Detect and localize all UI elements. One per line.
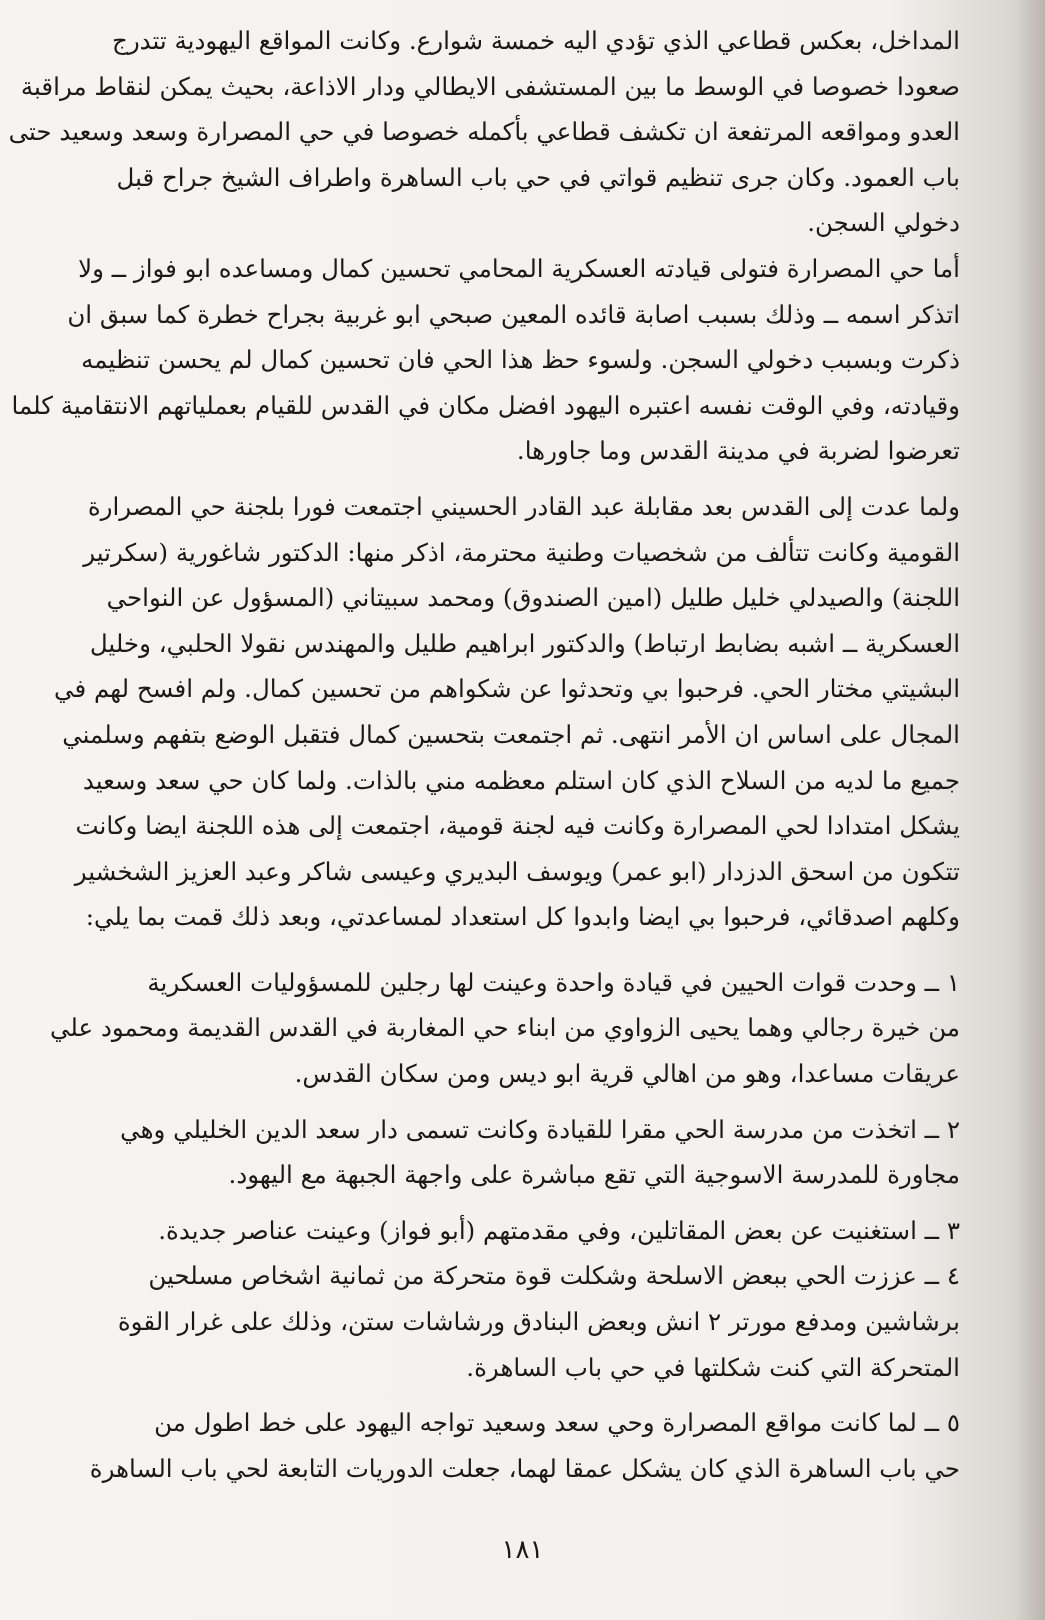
text-line: حي باب الساهرة الذي كان يشكل عمقا لهما، جعلت الدوريات التابعة لحي باب الساهرة xyxy=(89,1453,960,1483)
text-line: المداخل، بعكس قطاعي الذي تؤدي اليه خمسة شوارع. وكانت المواقع اليهودية تتدرج xyxy=(112,26,960,55)
list-item-1 xyxy=(50,960,960,1097)
text-line: من خيرة رجالي وهما يحيى الزواوي من ابناء حي المغاربة في القدس القديمة ومحمود علي xyxy=(50,1013,960,1043)
page-number: ١٨١ xyxy=(501,1535,544,1565)
text-line: صعودا خصوصا في الوسط ما بين المستشفى الايطالي ودار الاذاعة، بحيث يمكن لنقاط مراقبة xyxy=(20,71,960,101)
text-line: عريقات مساعدا، وهو من اهالي قرية ابو ديس ومن سكان القدس. xyxy=(294,1059,960,1089)
paragraph-2 xyxy=(11,246,960,474)
page-body xyxy=(8,18,960,1491)
text-line: المتحركة التي كنت شكلتها في حي باب الساهرة. xyxy=(466,1352,960,1382)
list-item-3 xyxy=(68,1208,960,1254)
list-item-4 xyxy=(68,1253,960,1390)
text-line: تعرضوا لضربة في مدينة القدس وما جاورها. xyxy=(516,436,960,466)
text-line: القومية وكانت تتألف من شخصيات وطنية محترمة، اذكر منها: الدكتور شاغورية (سكرتير xyxy=(83,537,960,567)
text-line: وقيادته، وفي الوقت نفسه اعتبره اليهود افضل مكان في القدس للقيام بعملياتهم الانتقامية كلما xyxy=(11,390,960,420)
text-line: وكلهم اصدقائي، فرحبوا بي ايضا وابدوا كل استعداد لمساعدتي، وبعد ذلك قمت بما يلي: xyxy=(85,902,960,932)
text-line: باب العمود. وكان جرى تنظيم قواتي في حي باب الساهرة واطراف الشيخ جراح قبل xyxy=(116,162,960,192)
text-line: ٣ ــ استغنيت عن بعض المقاتلين، وفي مقدمتهم (أبو فواز) وعينت عناصر جديدة. xyxy=(158,1215,960,1245)
text-line: اللجنة) والصيدلي خليل طليل (امين الصندوق) ومحمد سبيتاني (المسؤول عن النواحي xyxy=(106,583,960,613)
text-line: ذكرت وبسبب دخولي السجن. ولسوء حظ هذا الحي فان تحسين كمال لم يحسن تنظيمه xyxy=(81,345,960,375)
text-line: المجال على اساس ان الأمر انتهى. ثم اجتمعت بتحسين كمال فتقبل الوضع بتفهم وسلمني xyxy=(62,719,960,749)
text-line: ولما عدت إلى القدس بعد مقابلة عبد القادر الحسيني اجتمعت فورا بلجنة حي المصرارة xyxy=(87,491,960,521)
text-line: اتذكر اسمه ــ وذلك بسبب اصابة قائده المعين صبحي ابو غربية بجراح خطرة كما سبق ان xyxy=(67,299,960,329)
text-line: أما حي المصرارة فتولى قيادته العسكرية المحامي تحسين كمال ومساعده ابو فواز ــ ولا xyxy=(78,253,960,283)
text-line: مجاورة للمدرسة الاسوجية التي تقع مباشرة على واجهة الجبهة مع اليهود. xyxy=(228,1160,960,1190)
text-line: ٢ ــ اتخذت من مدرسة الحي مقرا للقيادة وكانت تسمى دار سعد الدين الخليلي وهي xyxy=(120,1114,960,1144)
text-line: العسكرية ــ اشبه بضابط ارتباط) والدكتور ابراهيم طليل والمهندس نقولا الحلبي، وخليل xyxy=(89,628,960,658)
text-line: العدو ومواقعه المرتفعة ان تكشف قطاعي بأكمله خصوصا في حي المصرارة وسعد وسعيد حتى xyxy=(8,117,960,147)
text-line: يشكل امتدادا لحي المصرارة وكانت فيه لجنة قومية، اجتمعت إلى هذه اللجنة ايضا وكانت xyxy=(75,811,960,841)
text-line: ٥ ــ لما كانت مواقع المصرارة وحي سعد وسعيد تواجه اليهود على خط اطول من xyxy=(154,1408,960,1438)
text-line: تتكون من اسحق الدزدار (ابو عمر) ويوسف البديري وعيسى شاكر وعبد العزيز الشخشير xyxy=(74,856,960,886)
text-line: البشيتي مختار الحي. فرحبوا بي وتحدثوا عن شكواهم من تحسين كمال. ولم افسح لهم في xyxy=(54,674,960,704)
text-line: ٤ ــ عززت الحي ببعض الاسلحة وشكلت قوة متحركة من ثمانية اشخاص مسلحين xyxy=(148,1261,960,1291)
text-line: دخولي السجن. xyxy=(807,208,960,238)
text-line: ١ ــ وحدت قوات الحيين في قيادة واحدة وعينت لها رجلين للمسؤوليات العسكرية xyxy=(147,967,960,997)
list-item-2 xyxy=(68,1107,960,1198)
paragraph-1 xyxy=(8,18,960,246)
list-item-5 xyxy=(68,1400,960,1491)
paragraph-3 xyxy=(54,484,960,940)
text-line: برشاشين ومدفع مورتر ٢ انش وبعض البنادق ورشاشات ستن، وذلك على غرار القوة xyxy=(117,1307,960,1337)
text-line: جميع ما لديه من السلاح الذي كان استلم معظمه مني بالذات. ولما كان حي سعد وسعيد xyxy=(82,765,960,795)
